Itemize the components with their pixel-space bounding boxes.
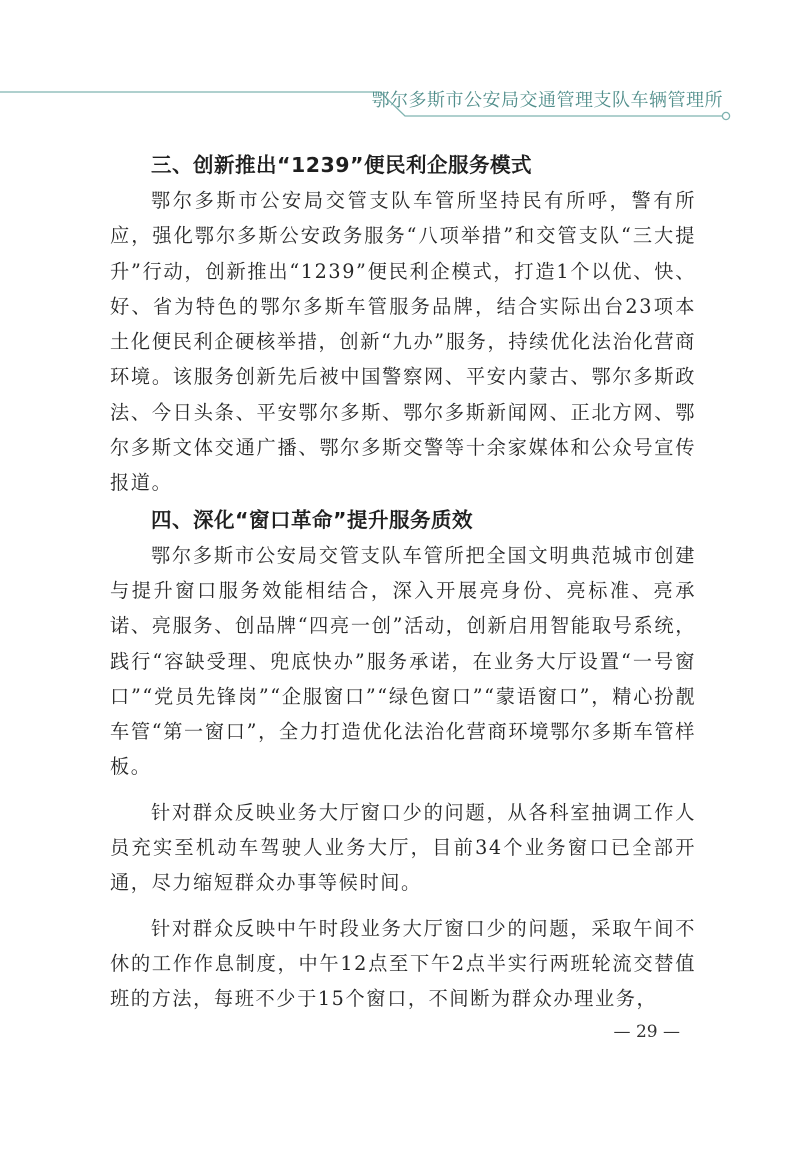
body-content xyxy=(110,148,696,1017)
section-heading-3: 三、创新推出“1239”便民利企服务模式 xyxy=(151,153,533,177)
page-number-value: 29 xyxy=(635,1022,658,1042)
running-header: 鄂尔多斯市公安局交通管理支队车辆管理所 xyxy=(371,90,723,111)
paragraph: 针对群众反映业务大厅窗口少的问题，从各科室抽调工作人员充实至机动车驾驶人业务大厅，目前34个业务窗口已全部开通，尽力缩短群众办事等候时间。 xyxy=(110,800,696,895)
paragraph: 鄂尔多斯市公安局交管支队车管所把全国文明典范城市创建与提升窗口服务效能相结合，深入开展亮身份、亮标准、亮承诺、亮服务、创品牌“四亮一创”活动，创新启用智能取号系统，践行“容缺受理、兜底快办”服务承诺，在业务大厅设置“一号窗口”“党员先锋岗”“企服窗口”“绿色窗口”“蒙语窗口”，精心扮靓车管“第一窗口”，全力打造优化法治化营商环境鄂尔多斯车管样板。 xyxy=(110,543,696,779)
section-heading-4: 四、深化“窗口革命”提升服务质效 xyxy=(151,507,473,532)
paragraph: 针对群众反映中午时段业务大厅窗口少的问题，采取午间不休的工作作息制度，中午12点至下午2点半实行两班轮流交替值班的方法，每班不少于15个窗口，不间断为群众办理业务， xyxy=(110,916,696,1011)
paragraph: 鄂尔多斯市公安局交管支队车管所坚持民有所呼，警有所应，强化鄂尔多斯公安政务服务“八项举措”和交管支队“三大提升”行动，创新推出“1239”便民利企模式，打造1个以优、快、好、省为特色的鄂尔多斯车管服务品牌，结合实际出台23项本土化便民利企硬核举措，创新“九办”服务，持续优化法治化营商环境。该服务创新先后被中国警察网、平安内蒙古、鄂尔多斯政法、今日头条、平安鄂尔多斯、鄂尔多斯新闻网、正北方网、鄂尔多斯文体交通广播、鄂尔多斯交警等十余家媒体和公众号宣传报道。 xyxy=(110,189,696,495)
page-number: — 29 — xyxy=(613,1022,680,1042)
